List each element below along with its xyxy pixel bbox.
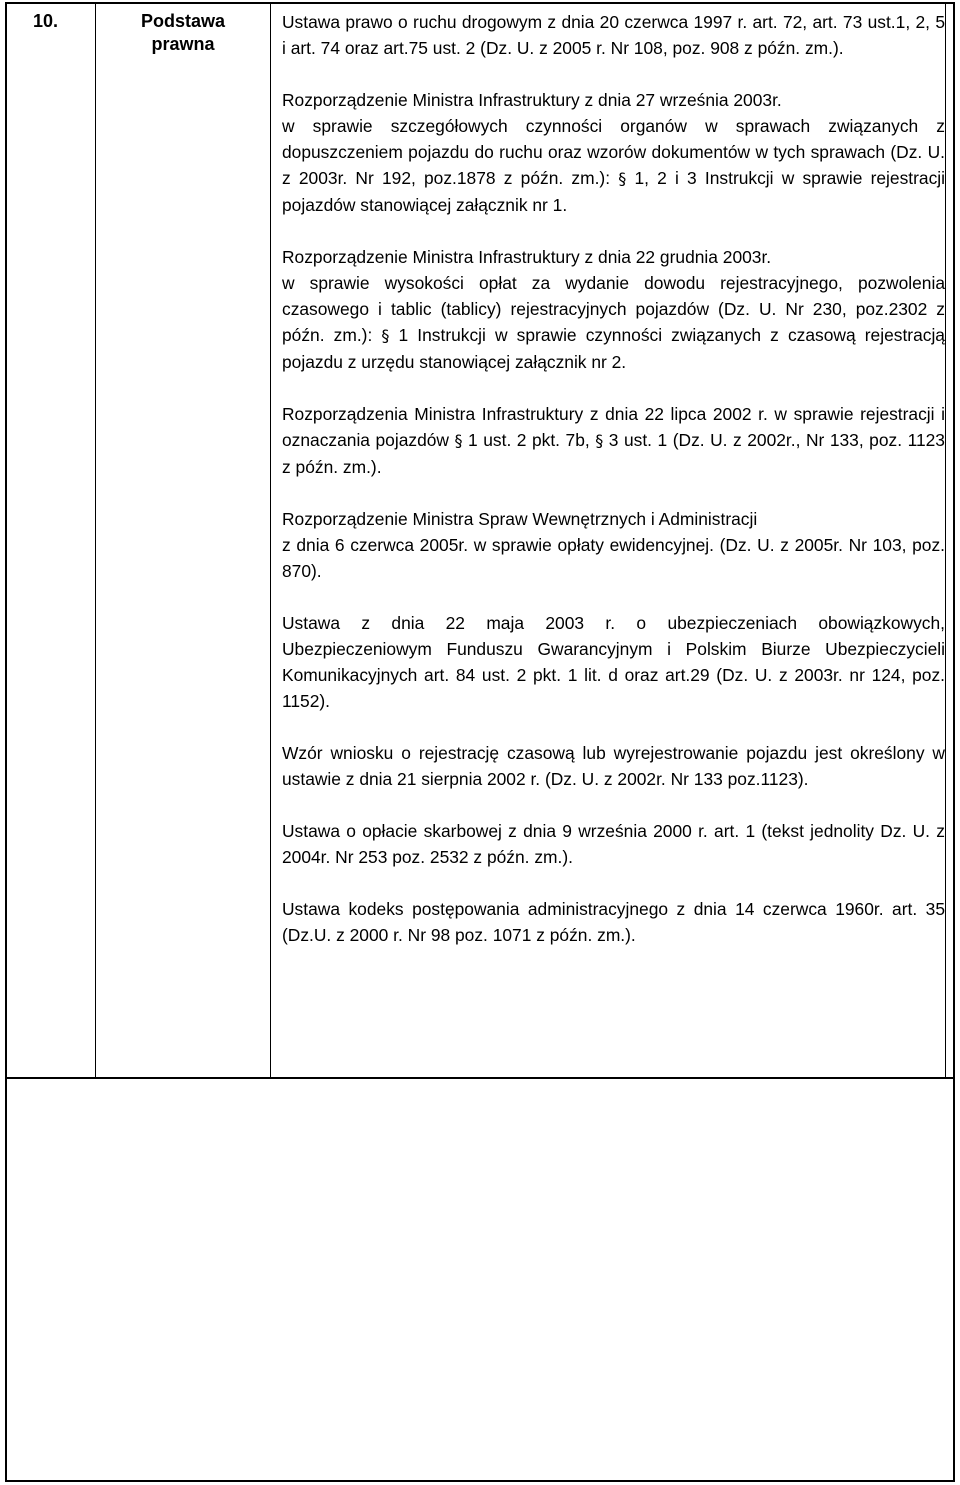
- section-symbol: §: [618, 169, 627, 188]
- section-symbol: §: [454, 431, 463, 450]
- document-table: [5, 2, 955, 1482]
- legal-paragraph: Rozporządzenie Ministra Spraw Wewnętrznych i Administracji z dnia 6 czerwca 2005r. w sprawie opłaty ewidencyjnej. (Dz. U. z 2005r. Nr 103, poz. 870).: [282, 509, 945, 581]
- row-label: [97, 10, 269, 56]
- legal-basis-content: [282, 9, 945, 974]
- row-number: 10.: [33, 11, 59, 31]
- column-divider: [95, 4, 96, 1077]
- column-divider: [945, 4, 946, 1077]
- legal-paragraph: Ustawa prawo o ruchu drogowym z dnia 20 czerwca 1997 r. art. 72, art. 73 ust.1, 2, 5 i art. 74 oraz art.75 ust. 2 (Dz. U. z 2005 r. Nr 108, poz. 908 z późn. zm.).: [282, 12, 945, 58]
- section-symbol: §: [381, 326, 390, 345]
- section-symbol: §: [595, 431, 604, 450]
- legal-paragraph: Wzór wniosku o rejestrację czasową lub wyrejestrowanie pojazdu jest określony w ustawie z dnia 21 sierpnia 2002 r. (Dz. U. z 2002r. Nr 133 poz.1123).: [282, 743, 945, 789]
- row-label-line: prawna: [151, 34, 215, 54]
- legal-paragraph: Ustawa kodeks postępowania administracyjnego z dnia 14 czerwca 1960r. art. 35 (Dz.U. z 2000 r. Nr 98 poz. 1071 z późn. zm.).: [282, 899, 945, 945]
- legal-paragraph: Ustawa o opłacie skarbowej z dnia 9 września 2000 r. art. 1 (tekst jednolity Dz. U. z 2004r. Nr 253 poz. 2532 z późn. zm.).: [282, 821, 945, 867]
- legal-paragraph: Rozporządzenia Ministra Infrastruktury z dnia 22 lipca 2002 r. w sprawie rejestracji i oznaczania pojazdów § 1 ust. 2 pkt. 7b, § 3 ust. 1 (Dz. U. z 2002r., Nr 133, poz. 1123 z późn. zm.).: [282, 404, 945, 477]
- row-label-line: Podstawa: [140, 11, 226, 31]
- legal-paragraph: Rozporządzenie Ministra Infrastruktury z dnia 22 grudnia 2003r. w sprawie wysokości opłat za wydanie dowodu rejestracyjnego, pozwolenia czasowego i tablic (tablicy) rejestracyjnych pojazdów (Dz. U. Nr 230, poz.2302 z późn. zm.): § 1 Instrukcji w sprawie czynności związanych z czasową rejestracją pojazdu z urzędu stanowiącej załącznik nr 2.: [282, 247, 945, 372]
- table-row: [7, 4, 953, 1079]
- legal-paragraph: Rozporządzenie Ministra Infrastruktury z dnia 27 września 2003r. w sprawie szczegółowych czynności organów w sprawach związanych z dopuszczeniem pojazdu do ruchu oraz wzorów dokumentów w tych sprawach (Dz. U. z 2003r. Nr 192, poz.1878 z późn. zm.): § 1, 2 i 3 Instrukcji w sprawie rejestracji pojazdów stanowiącej załącznik nr 1.: [282, 90, 945, 215]
- legal-paragraph: Ustawa z dnia 22 maja 2003 r. o ubezpieczeniach obowiązkowych, Ubezpieczeniowym Funduszu Gwarancyjnym i Polskim Biurze Ubezpieczycieli Komunikacyjnych art. 84 ust. 2 pkt. 1 lit. d oraz art.29 (Dz. U. z 2003r. nr 124, poz. 1152).: [282, 613, 945, 711]
- column-divider: [270, 4, 271, 1077]
